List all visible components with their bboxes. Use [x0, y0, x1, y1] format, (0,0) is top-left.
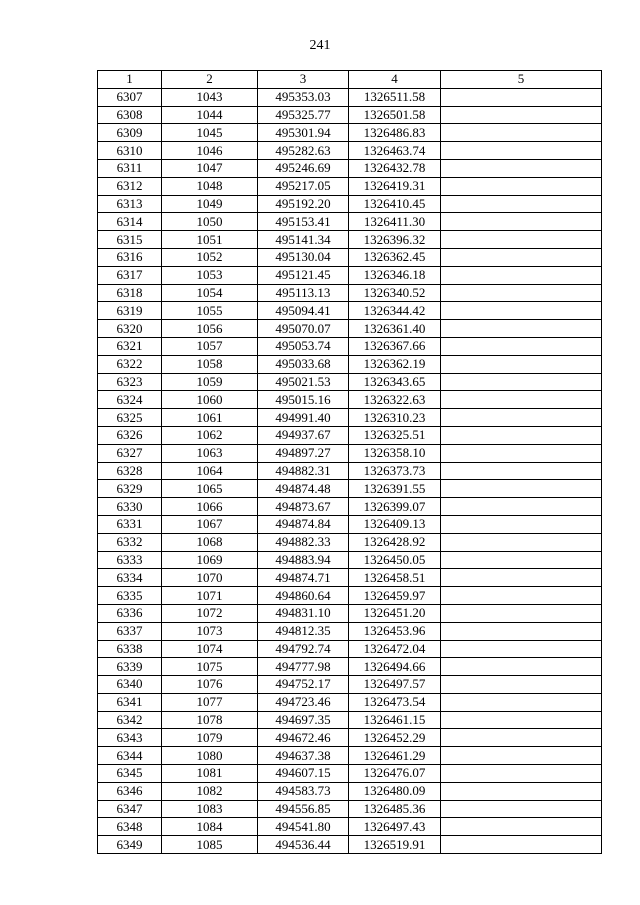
- cell-point-number: 6327: [98, 444, 162, 462]
- cell-note: [441, 302, 602, 320]
- cell-note: [441, 480, 602, 498]
- cell-x-coordinate: 494812.35: [258, 622, 349, 640]
- cell-index: 1064: [162, 462, 258, 480]
- cell-point-number: 6331: [98, 515, 162, 533]
- table-row: [98, 729, 602, 747]
- cell-index: 1083: [162, 800, 258, 818]
- cell-note: [441, 337, 602, 355]
- cell-x-coordinate: 495246.69: [258, 159, 349, 177]
- cell-point-number: 6343: [98, 729, 162, 747]
- cell-index: 1065: [162, 480, 258, 498]
- cell-y-coordinate: 1326346.18: [349, 266, 441, 284]
- cell-x-coordinate: 495130.04: [258, 248, 349, 266]
- cell-note: [441, 462, 602, 480]
- cell-point-number: 6342: [98, 711, 162, 729]
- cell-index: 1055: [162, 302, 258, 320]
- table-row: [98, 266, 602, 284]
- cell-note: [441, 320, 602, 338]
- cell-note: [441, 569, 602, 587]
- cell-x-coordinate: 495015.16: [258, 391, 349, 409]
- cell-index: 1050: [162, 213, 258, 231]
- cell-x-coordinate: 494882.31: [258, 462, 349, 480]
- cell-y-coordinate: 1326472.04: [349, 640, 441, 658]
- cell-y-coordinate: 1326411.30: [349, 213, 441, 231]
- cell-note: [441, 604, 602, 622]
- cell-note: [441, 88, 602, 106]
- cell-y-coordinate: 1326458.51: [349, 569, 441, 587]
- cell-index: 1058: [162, 355, 258, 373]
- cell-x-coordinate: 495141.34: [258, 231, 349, 249]
- cell-x-coordinate: 495094.41: [258, 302, 349, 320]
- table-row: [98, 391, 602, 409]
- cell-index: 1053: [162, 266, 258, 284]
- cell-y-coordinate: 1326480.09: [349, 782, 441, 800]
- cell-index: 1061: [162, 409, 258, 427]
- column-header-4: 4: [349, 71, 441, 89]
- cell-x-coordinate: 494874.84: [258, 515, 349, 533]
- cell-x-coordinate: 494556.85: [258, 800, 349, 818]
- cell-x-coordinate: 495325.77: [258, 106, 349, 124]
- cell-y-coordinate: 1326451.20: [349, 604, 441, 622]
- table-body: [98, 88, 602, 853]
- cell-point-number: 6332: [98, 533, 162, 551]
- cell-x-coordinate: 494637.38: [258, 747, 349, 765]
- cell-point-number: 6348: [98, 818, 162, 836]
- table-row: [98, 711, 602, 729]
- cell-y-coordinate: 1326373.73: [349, 462, 441, 480]
- cell-x-coordinate: 494883.94: [258, 551, 349, 569]
- cell-y-coordinate: 1326310.23: [349, 409, 441, 427]
- cell-point-number: 6337: [98, 622, 162, 640]
- cell-note: [441, 676, 602, 694]
- table-row: [98, 159, 602, 177]
- cell-note: [441, 142, 602, 160]
- column-header-5: 5: [441, 71, 602, 89]
- cell-x-coordinate: 494672.46: [258, 729, 349, 747]
- cell-index: 1056: [162, 320, 258, 338]
- cell-point-number: 6308: [98, 106, 162, 124]
- cell-x-coordinate: 495113.13: [258, 284, 349, 302]
- cell-note: [441, 195, 602, 213]
- table-row: [98, 177, 602, 195]
- table-header: [98, 71, 602, 89]
- cell-point-number: 6312: [98, 177, 162, 195]
- cell-y-coordinate: 1326473.54: [349, 693, 441, 711]
- cell-x-coordinate: 494536.44: [258, 836, 349, 854]
- cell-index: 1081: [162, 765, 258, 783]
- cell-y-coordinate: 1326485.36: [349, 800, 441, 818]
- cell-point-number: 6320: [98, 320, 162, 338]
- cell-index: 1067: [162, 515, 258, 533]
- table-row: [98, 604, 602, 622]
- cell-point-number: 6328: [98, 462, 162, 480]
- cell-index: 1075: [162, 658, 258, 676]
- cell-point-number: 6330: [98, 498, 162, 516]
- cell-index: 1071: [162, 587, 258, 605]
- cell-x-coordinate: 495301.94: [258, 124, 349, 142]
- table-row: [98, 142, 602, 160]
- cell-index: 1069: [162, 551, 258, 569]
- cell-index: 1080: [162, 747, 258, 765]
- cell-note: [441, 106, 602, 124]
- table-row: [98, 587, 602, 605]
- cell-note: [441, 658, 602, 676]
- table-row: [98, 551, 602, 569]
- cell-note: [441, 355, 602, 373]
- cell-note: [441, 622, 602, 640]
- cell-point-number: 6340: [98, 676, 162, 694]
- cell-x-coordinate: 494607.15: [258, 765, 349, 783]
- cell-y-coordinate: 1326362.45: [349, 248, 441, 266]
- cell-x-coordinate: 495353.03: [258, 88, 349, 106]
- cell-note: [441, 498, 602, 516]
- cell-x-coordinate: 495121.45: [258, 266, 349, 284]
- cell-point-number: 6314: [98, 213, 162, 231]
- table-row: [98, 444, 602, 462]
- cell-point-number: 6313: [98, 195, 162, 213]
- cell-x-coordinate: 494541.80: [258, 818, 349, 836]
- cell-x-coordinate: 495282.63: [258, 142, 349, 160]
- coordinates-table: [97, 70, 602, 854]
- cell-y-coordinate: 1326362.19: [349, 355, 441, 373]
- table-row: [98, 569, 602, 587]
- cell-note: [441, 587, 602, 605]
- cell-note: [441, 747, 602, 765]
- cell-x-coordinate: 494874.71: [258, 569, 349, 587]
- cell-x-coordinate: 494873.67: [258, 498, 349, 516]
- cell-index: 1054: [162, 284, 258, 302]
- cell-x-coordinate: 495053.74: [258, 337, 349, 355]
- cell-index: 1074: [162, 640, 258, 658]
- cell-point-number: 6335: [98, 587, 162, 605]
- header-row: [98, 71, 602, 89]
- cell-index: 1082: [162, 782, 258, 800]
- cell-x-coordinate: 495033.68: [258, 355, 349, 373]
- cell-y-coordinate: 1326461.29: [349, 747, 441, 765]
- cell-x-coordinate: 494697.35: [258, 711, 349, 729]
- cell-index: 1077: [162, 693, 258, 711]
- cell-note: [441, 533, 602, 551]
- cell-y-coordinate: 1326325.51: [349, 426, 441, 444]
- cell-index: 1043: [162, 88, 258, 106]
- cell-x-coordinate: 494723.46: [258, 693, 349, 711]
- table-row: [98, 818, 602, 836]
- cell-index: 1062: [162, 426, 258, 444]
- cell-y-coordinate: 1326432.78: [349, 159, 441, 177]
- cell-point-number: 6345: [98, 765, 162, 783]
- cell-note: [441, 124, 602, 142]
- cell-point-number: 6318: [98, 284, 162, 302]
- cell-index: 1078: [162, 711, 258, 729]
- cell-y-coordinate: 1326450.05: [349, 551, 441, 569]
- cell-y-coordinate: 1326358.10: [349, 444, 441, 462]
- cell-x-coordinate: 494991.40: [258, 409, 349, 427]
- cell-point-number: 6333: [98, 551, 162, 569]
- cell-index: 1047: [162, 159, 258, 177]
- cell-point-number: 6334: [98, 569, 162, 587]
- cell-point-number: 6339: [98, 658, 162, 676]
- cell-y-coordinate: 1326410.45: [349, 195, 441, 213]
- column-header-3: 3: [258, 71, 349, 89]
- cell-x-coordinate: 495217.05: [258, 177, 349, 195]
- table-row: [98, 195, 602, 213]
- table-row: [98, 462, 602, 480]
- table-row: [98, 782, 602, 800]
- cell-point-number: 6341: [98, 693, 162, 711]
- cell-y-coordinate: 1326463.74: [349, 142, 441, 160]
- cell-point-number: 6307: [98, 88, 162, 106]
- cell-note: [441, 765, 602, 783]
- cell-point-number: 6347: [98, 800, 162, 818]
- cell-y-coordinate: 1326486.83: [349, 124, 441, 142]
- page-number: 241: [309, 38, 331, 53]
- table-row: [98, 800, 602, 818]
- cell-note: [441, 266, 602, 284]
- cell-y-coordinate: 1326511.58: [349, 88, 441, 106]
- cell-note: [441, 409, 602, 427]
- cell-y-coordinate: 1326343.65: [349, 373, 441, 391]
- cell-y-coordinate: 1326391.55: [349, 480, 441, 498]
- cell-y-coordinate: 1326340.52: [349, 284, 441, 302]
- cell-point-number: 6325: [98, 409, 162, 427]
- cell-point-number: 6338: [98, 640, 162, 658]
- cell-x-coordinate: 494897.27: [258, 444, 349, 462]
- cell-y-coordinate: 1326428.92: [349, 533, 441, 551]
- table-row: [98, 533, 602, 551]
- table-row: [98, 337, 602, 355]
- cell-y-coordinate: 1326453.96: [349, 622, 441, 640]
- cell-note: [441, 640, 602, 658]
- cell-note: [441, 711, 602, 729]
- cell-point-number: 6346: [98, 782, 162, 800]
- table-row: [98, 658, 602, 676]
- cell-y-coordinate: 1326399.07: [349, 498, 441, 516]
- cell-y-coordinate: 1326497.57: [349, 676, 441, 694]
- cell-point-number: 6326: [98, 426, 162, 444]
- cell-index: 1070: [162, 569, 258, 587]
- table-row: [98, 88, 602, 106]
- table-row: [98, 373, 602, 391]
- table-row: [98, 284, 602, 302]
- table-row: [98, 498, 602, 516]
- cell-index: 1049: [162, 195, 258, 213]
- cell-point-number: 6349: [98, 836, 162, 854]
- cell-note: [441, 426, 602, 444]
- table-row: [98, 355, 602, 373]
- cell-point-number: 6310: [98, 142, 162, 160]
- cell-x-coordinate: 494752.17: [258, 676, 349, 694]
- table-row: [98, 480, 602, 498]
- cell-index: 1048: [162, 177, 258, 195]
- cell-index: 1063: [162, 444, 258, 462]
- cell-x-coordinate: 495070.07: [258, 320, 349, 338]
- cell-x-coordinate: 494937.67: [258, 426, 349, 444]
- table-row: [98, 693, 602, 711]
- table-row: [98, 515, 602, 533]
- cell-note: [441, 391, 602, 409]
- cell-y-coordinate: 1326459.97: [349, 587, 441, 605]
- cell-index: 1085: [162, 836, 258, 854]
- cell-note: [441, 248, 602, 266]
- cell-y-coordinate: 1326419.31: [349, 177, 441, 195]
- table-row: [98, 640, 602, 658]
- table-row: [98, 231, 602, 249]
- cell-point-number: 6324: [98, 391, 162, 409]
- cell-y-coordinate: 1326361.40: [349, 320, 441, 338]
- cell-y-coordinate: 1326344.42: [349, 302, 441, 320]
- cell-note: [441, 373, 602, 391]
- cell-note: [441, 231, 602, 249]
- table-row: [98, 765, 602, 783]
- cell-x-coordinate: 495153.41: [258, 213, 349, 231]
- cell-note: [441, 444, 602, 462]
- cell-point-number: 6322: [98, 355, 162, 373]
- cell-x-coordinate: 494831.10: [258, 604, 349, 622]
- cell-index: 1076: [162, 676, 258, 694]
- cell-y-coordinate: 1326519.91: [349, 836, 441, 854]
- table-row: [98, 213, 602, 231]
- cell-point-number: 6316: [98, 248, 162, 266]
- cell-note: [441, 836, 602, 854]
- cell-note: [441, 818, 602, 836]
- cell-y-coordinate: 1326409.13: [349, 515, 441, 533]
- column-header-2: 2: [162, 71, 258, 89]
- cell-note: [441, 515, 602, 533]
- cell-index: 1072: [162, 604, 258, 622]
- cell-x-coordinate: 494583.73: [258, 782, 349, 800]
- table-row: [98, 836, 602, 854]
- cell-index: 1044: [162, 106, 258, 124]
- cell-index: 1073: [162, 622, 258, 640]
- cell-y-coordinate: 1326461.15: [349, 711, 441, 729]
- table-row: [98, 426, 602, 444]
- cell-note: [441, 177, 602, 195]
- cell-x-coordinate: 494874.48: [258, 480, 349, 498]
- cell-point-number: 6311: [98, 159, 162, 177]
- table-row: [98, 302, 602, 320]
- cell-point-number: 6319: [98, 302, 162, 320]
- cell-note: [441, 800, 602, 818]
- cell-note: [441, 782, 602, 800]
- cell-index: 1079: [162, 729, 258, 747]
- cell-index: 1051: [162, 231, 258, 249]
- table-row: [98, 106, 602, 124]
- cell-index: 1059: [162, 373, 258, 391]
- cell-x-coordinate: 495192.20: [258, 195, 349, 213]
- cell-index: 1046: [162, 142, 258, 160]
- cell-index: 1060: [162, 391, 258, 409]
- cell-x-coordinate: 494882.33: [258, 533, 349, 551]
- cell-note: [441, 213, 602, 231]
- cell-y-coordinate: 1326452.29: [349, 729, 441, 747]
- cell-y-coordinate: 1326476.07: [349, 765, 441, 783]
- cell-point-number: 6336: [98, 604, 162, 622]
- cell-point-number: 6309: [98, 124, 162, 142]
- cell-y-coordinate: 1326497.43: [349, 818, 441, 836]
- cell-x-coordinate: 494777.98: [258, 658, 349, 676]
- cell-point-number: 6323: [98, 373, 162, 391]
- cell-point-number: 6321: [98, 337, 162, 355]
- cell-point-number: 6317: [98, 266, 162, 284]
- cell-note: [441, 159, 602, 177]
- cell-index: 1084: [162, 818, 258, 836]
- cell-x-coordinate: 494860.64: [258, 587, 349, 605]
- cell-point-number: 6344: [98, 747, 162, 765]
- table-row: [98, 124, 602, 142]
- column-header-1: 1: [98, 71, 162, 89]
- cell-index: 1068: [162, 533, 258, 551]
- cell-point-number: 6315: [98, 231, 162, 249]
- cell-x-coordinate: 495021.53: [258, 373, 349, 391]
- cell-index: 1052: [162, 248, 258, 266]
- table-row: [98, 747, 602, 765]
- cell-index: 1057: [162, 337, 258, 355]
- table-row: [98, 409, 602, 427]
- cell-y-coordinate: 1326501.58: [349, 106, 441, 124]
- cell-note: [441, 551, 602, 569]
- cell-y-coordinate: 1326367.66: [349, 337, 441, 355]
- cell-y-coordinate: 1326494.66: [349, 658, 441, 676]
- table-row: [98, 622, 602, 640]
- table-row: [98, 320, 602, 338]
- cell-y-coordinate: 1326322.63: [349, 391, 441, 409]
- table-row: [98, 676, 602, 694]
- cell-x-coordinate: 494792.74: [258, 640, 349, 658]
- cell-note: [441, 284, 602, 302]
- cell-note: [441, 729, 602, 747]
- cell-y-coordinate: 1326396.32: [349, 231, 441, 249]
- table-row: [98, 248, 602, 266]
- cell-note: [441, 693, 602, 711]
- cell-point-number: 6329: [98, 480, 162, 498]
- cell-index: 1045: [162, 124, 258, 142]
- cell-index: 1066: [162, 498, 258, 516]
